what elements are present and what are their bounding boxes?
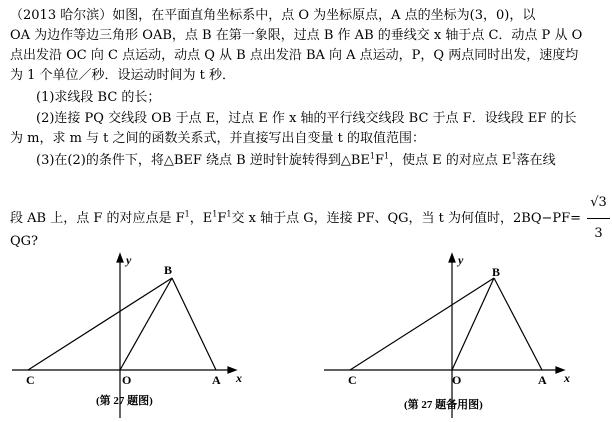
problem-line-3: 点出发沿 OC 向 C 点运动，动点 Q 从 B 点出发沿 BA 向 A 点运动，P，Q 两点同时出发，速度均 — [10, 48, 579, 63]
prime-mark: 1 — [212, 209, 218, 219]
point-C-label: C — [26, 373, 35, 387]
x-axis-arrow — [556, 367, 564, 373]
fraction-numerator: √3 — [587, 188, 610, 219]
point-O-label: O — [452, 373, 462, 387]
y-axis-arrow — [117, 254, 123, 262]
fraction-denominator: 3 — [594, 226, 603, 241]
prime-mark: 1 — [226, 209, 232, 219]
segment-OB — [120, 278, 172, 370]
segment-CB — [28, 278, 172, 370]
question-part-2-line-2: 为 m，求 m 与 t 之间的函数关系式，并直接写出自变量 t 的取值范围： — [10, 131, 426, 146]
point-A-label: A — [212, 373, 221, 387]
figure-backup — [310, 248, 579, 422]
fraction-sqrt3-over-3 — [587, 188, 610, 249]
point-A-label: A — [538, 373, 547, 387]
text-run: 落在线 — [516, 153, 556, 168]
segment-AB — [494, 278, 542, 370]
y-axis-arrow — [449, 254, 455, 262]
question-part-2-line-1: (2)连接 PQ 交线段 OB 于点 E，过点 E 作 x 轴的平行线交线段 BC 于点 F．设线段 EF 的长 — [36, 111, 577, 126]
point-B-label: B — [492, 265, 501, 279]
point-B-label: B — [164, 263, 173, 277]
problem-line-1: （2013 哈尔滨）如图，在平面直角坐标系中，点 O 为坐标原点，A 点的坐标为(3，0)，以 — [10, 8, 536, 23]
text-run: (3)在(2)的条件下，将△BEF 绕点 B 逆时针旋转得到△BE — [36, 153, 370, 168]
prime-mark: 1 — [384, 151, 390, 161]
figure-caption: (第 27 题图) — [96, 395, 153, 407]
question-part-3-line-3: QG? — [10, 234, 39, 249]
text-run: ，使点 E 的对应点 E — [389, 153, 512, 168]
point-O-label: O — [122, 373, 132, 387]
text-run: 交 x 轴于点 G，连接 PF、QG，当 t 为何值时，2BQ−PF= — [231, 211, 582, 226]
y-axis-label: y — [458, 253, 464, 267]
figure-caption: (第 27 题备用图) — [404, 399, 483, 411]
prime-mark: 1 — [184, 209, 190, 219]
text-run: F — [374, 153, 385, 168]
question-part-3-line-2 — [10, 188, 612, 249]
segment-AB — [172, 278, 216, 370]
text-run: F — [217, 211, 227, 226]
y-axis-label: y — [126, 253, 132, 267]
problem-line-2: OA 为边作等边三角形 OAB，点 B 在第一象限，过点 B 作 AB 的垂线交 x 轴于点 C．动点 P 从 O — [10, 28, 583, 43]
question-part-3-line-1 — [36, 153, 556, 169]
prime-mark: 1 — [369, 151, 375, 161]
figure-main — [0, 248, 270, 422]
problem-line-4: 为 1 个单位／秒．设运动时间为 t 秒． — [10, 68, 236, 83]
x-axis-label: x — [236, 371, 242, 385]
x-axis-label: x — [564, 371, 570, 385]
x-axis-arrow — [228, 367, 236, 373]
question-part-1: (1)求线段 BC 的长； — [36, 90, 161, 105]
point-C-label: C — [348, 373, 357, 387]
prime-mark: 1 — [511, 151, 517, 161]
text-run: ，E — [189, 211, 213, 226]
text-run: 段 AB 上，点 F 的对应点是 F — [10, 211, 185, 226]
